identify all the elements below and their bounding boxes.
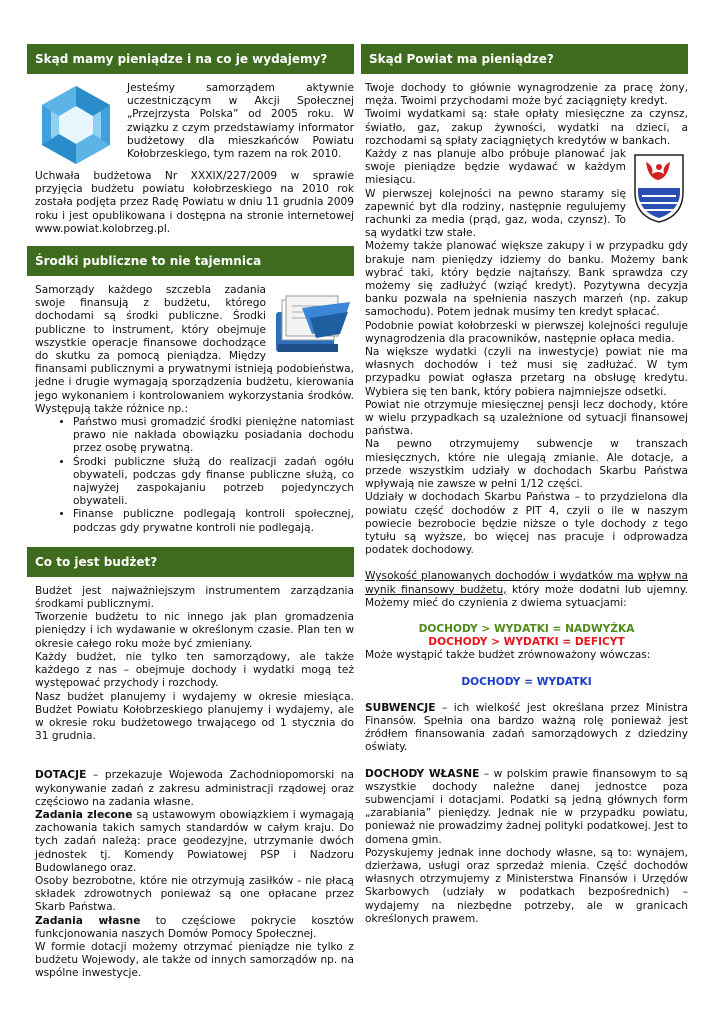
left-column <box>27 44 354 981</box>
crystal-logo-icon <box>35 84 117 166</box>
public-funds-paragraph: Samorządy każdego szczebla zadania swoje finansują z budżetu, którego dochodami są środki publiczne. Środki publiczne to instrument, który obejmuje wszystkie operacje finansowe dochodzące do skutku za pomocą pieniądza. Między finansami publicznymi a prywatnymi istnieją podobieństwa, jedne i drugie wymagają sporządzenia budżetu, kierowania jego wykonaniem i kontrolowaniem wykorzystania środków. Występują także różnice np.: <box>35 284 354 415</box>
own-income-paragraph: DOCHODY WŁASNE – w polskim prawie finansowym to są wszystkie dochody należne danej jednostce poza subwencjami i dotacjami. Podatki są jedną głównych form „zarabiania” pieniędzy. Jednak nie w przypadku powiatu, ponieważ nie prowadzimy żadnej polityki podatkowej. Jest to domena gmin. <box>365 767 688 846</box>
folder-documents-icon <box>272 288 352 354</box>
differences-list <box>27 416 354 535</box>
section-header-where-money: Skąd mamy pieniądze i na co je wydajemy? <box>27 44 354 74</box>
term-subwencje: SUBWENCJE <box>365 701 436 714</box>
investments-paragraph: Na większe wydatki (czyli na inwestycje) powiat nie ma własnych dochodów i też musi się zadłużać. W tym przypadku powiat ogłasza przetarg na obsługę kredytu. Wybiera się ten bank, który pobiera najmniejsze odsetki. <box>365 346 688 398</box>
term-zadania-zlecone: Zadania zlecone <box>35 808 133 821</box>
section-header-public-funds: Środki publiczne to nie tajemnica <box>27 246 354 276</box>
equation-balanced: DOCHODY = WYDATKI <box>461 675 592 688</box>
own-tasks-paragraph: Zadania własne to częściowe pokrycie kosztów funkcjonowania naszych Domów Pomocy Społecznej. <box>35 914 354 940</box>
term-zadania-wlasne: Zadania własne <box>35 914 141 927</box>
list-item: • Środki publiczne służą do realizacji zadań ogółu obywateli, podczas gdy finanse publiczne służą, co najwyżej zaspokajaniu potrzeb pojedynczych obywateli. <box>73 456 354 509</box>
other-income-paragraph: Pozyskujemy jednak inne dochody własne, są to: wynajem, dzierżawa, usługi oraz sprzedaż mienia. Część dochodów własnych otrzymujemy z Ministerstwa Finansów i Urzędów Skarbowych (udziały w podatkach bezpośrednich) – wydajemy na niezbędne potrzeby, ale w granicach określonych prawem. <box>365 846 688 925</box>
coat-of-arms-icon <box>632 152 686 224</box>
balanced-budget-paragraph: Może wystąpić także budżet zrównoważony wówczas: <box>365 649 651 662</box>
budget-paragraph-4: Nasz budżet planujemy i wydajemy w okresie miesiąca. Budżet Powiatu Kołobrzeskiego planujemy i wydajemy, ale w okresie roku budżetowego trwającego od 1 stycznia do 31 grudnia. <box>35 690 354 743</box>
section-header-where-powiat-money: Skąd Powiat ma pieniądze? <box>361 44 688 74</box>
resolution-paragraph: Uchwała budżetowa Nr XXXIX/227/2009 w sprawie przyjęcia budżetu powiatu kołobrzeskiego na 2010 rok została podjęta przez Radę Powiatu w dniu 11 grudnia 2009 roku i jest opublikowana i dostępna na stronie internetowej www.powiat.kolobrzeg.pl. <box>35 170 354 235</box>
section-header-what-is-budget: Co to jest budżet? <box>27 547 354 577</box>
loan-paragraph: Możemy także planować większe zakupy i w przypadku gdy brakuje nam pieniędzy idziemy do banku. Możemy bank wybrać taki, który będzie najtańszy. Bank sprawdza czy możemy się zadłużyć (wziąć kredyt). Pozytywna decyzja banku pozwala na spełnienia naszych marzeń (np. zakup samochodu). Potem jednak musimy ten kredyt spłacać. <box>365 240 688 319</box>
dotation-forms-paragraph: W formie dotacji możemy otrzymać pieniądze nie tylko z budżetu Wojewody, ale także od innych samorządów np. na wspólne inwestycje. <box>35 940 354 980</box>
term-dochody-wlasne: DOCHODY WŁASNE <box>365 767 480 780</box>
subwencje-paragraph: SUBWENCJE – ich wielkość jest określana przez Ministra Finansów. Spełnia ona bardzo ważną rolę ponieważ jest źródłem finansowania zadań samorządowych z dziedziny oświaty. <box>365 701 688 754</box>
expenses-paragraph: Twoimi wydatkami są: stałe opłaty miesięczne za czynsz, światło, gaz, zakup żywności, wydatki na dzieci, a rozchodami są spłaty zaciągniętych kredytów w bankach. <box>365 108 688 147</box>
priority-paragraph: W pierwszej kolejności na pewno staramy się zapewnić byt dla rodziny, następnie regulujemy rachunki za media (prąd, gaz, woda, czynsz). To są wydatki tzw stałe. <box>365 187 626 240</box>
unemployed-paragraph: Osoby bezrobotne, które nie otrzymują zasiłków - nie płacą składek zdrowotnych ponieważ są one opłacane przez Skarb Państwa. <box>35 874 354 914</box>
term-dotacje: DOTACJE <box>35 769 87 782</box>
planning-paragraph: Każdy z nas planuje albo próbuje planować jak swoje pieniądze będzie wydawać w każdym miesiącu. <box>365 148 626 187</box>
equation-deficit: DOCHODY > WYDATKI = DEFICYT <box>428 636 625 649</box>
list-item: • Finanse publiczne podlegają kontroli społecznej, podczas gdy prywatne kontroli nie podlegają. <box>73 508 354 534</box>
list-item: • Państwo musi gromadzić środki pieniężne natomiast prawo nie nakłada obowiązku posiadania dochodu przez osobę prywatną. <box>73 416 354 456</box>
equation-surplus: DOCHODY > WYDATKI = NADWYŻKA <box>418 622 635 635</box>
commissioned-tasks-paragraph: Zadania zlecone są ustawowym obowiązkiem i wymagają zachowania takich samych standardów w całym kraju. Do tych zadań należą: prace geodezyjne, utrzymanie dwóch jednostek tj. Komendy Powiatowej PSP i Nadzoru Budowlanego oraz. <box>35 808 355 874</box>
budget-paragraph-2: Tworzenie budżetu to nic innego jak plan gromadzenia pieniędzy i ich wydawanie w określonym czasie. Plan ten w okresie całego roku może być zmieniany. <box>35 611 354 650</box>
right-column <box>361 44 688 926</box>
budget-result-paragraph: Wysokość planowanych dochodów i wydatków ma wpływ na wynik finansowy budżetu, który może dodatni lub ujemny. Możemy mieć do czynienia z dwiema sytuacjami: <box>365 570 689 609</box>
state-treasury-share-paragraph: Udziały w dochodach Skarbu Państwa – to przydzielona dla powiatu część dochodów z PIT 4, czyli o ile w naszym powiecie bezrobocie będzie niższe o tyle dochody z tego tytułu są wyższe, bo więcej nas pracuje i odprowadza podatek dochodowy. <box>365 491 688 557</box>
budget-paragraph-1: Budżet jest najważniejszym instrumentem zarządzania środkami publicznymi. <box>35 584 354 611</box>
subsidies-paragraph: DOTACJE – przekazuje Wojewoda Zachodniopomorski na wykonywanie zadań z zakresu administracji rządowej oraz częściowo na zadania własne. <box>35 769 354 808</box>
income-dependency-paragraph: Powiat nie otrzymuje miesięcznej pensji lecz dochody, które w wielu przypadkach są uzależnione od sytuacji finansowej państwa. <box>365 398 688 438</box>
powiat-wages-paragraph: Podobnie powiat kołobrzeski w pierwszej kolejności reguluje wynagrodzenia dla pracowników, następnie opłaca media. <box>365 319 688 345</box>
intro-paragraph: Jesteśmy samorządem aktywnie uczestniczącym w Akcji Społecznej „Przejrzysta Polska” od 2005 roku. W związku z czym przedstawiamy informator budżetowy dla mieszkańców Powiatu Kołobrzeskiego, tym razem na rok 2010. <box>127 82 354 161</box>
subvention-tranches-paragraph: Na pewno otrzymujemy subwencje w transzach miesięcznych, które nie ulegają zmianie. Ale dotacje, a przede wszystkim udziały w dochodach Skarbu Państwa wpływają nie zawsze w pełni 1/12 części. <box>365 438 688 491</box>
budget-paragraph-3: Każdy budżet, nie tylko ten samorządowy, ale także każdego z nas – obejmuje dochody i wydatki mogą też występować przychody i rozchody. <box>35 650 354 690</box>
income-paragraph: Twoje dochody to głównie wynagrodzenie za pracę żony, męża. Twoimi przychodami może być zaciągnięty kredyt. <box>365 82 688 108</box>
